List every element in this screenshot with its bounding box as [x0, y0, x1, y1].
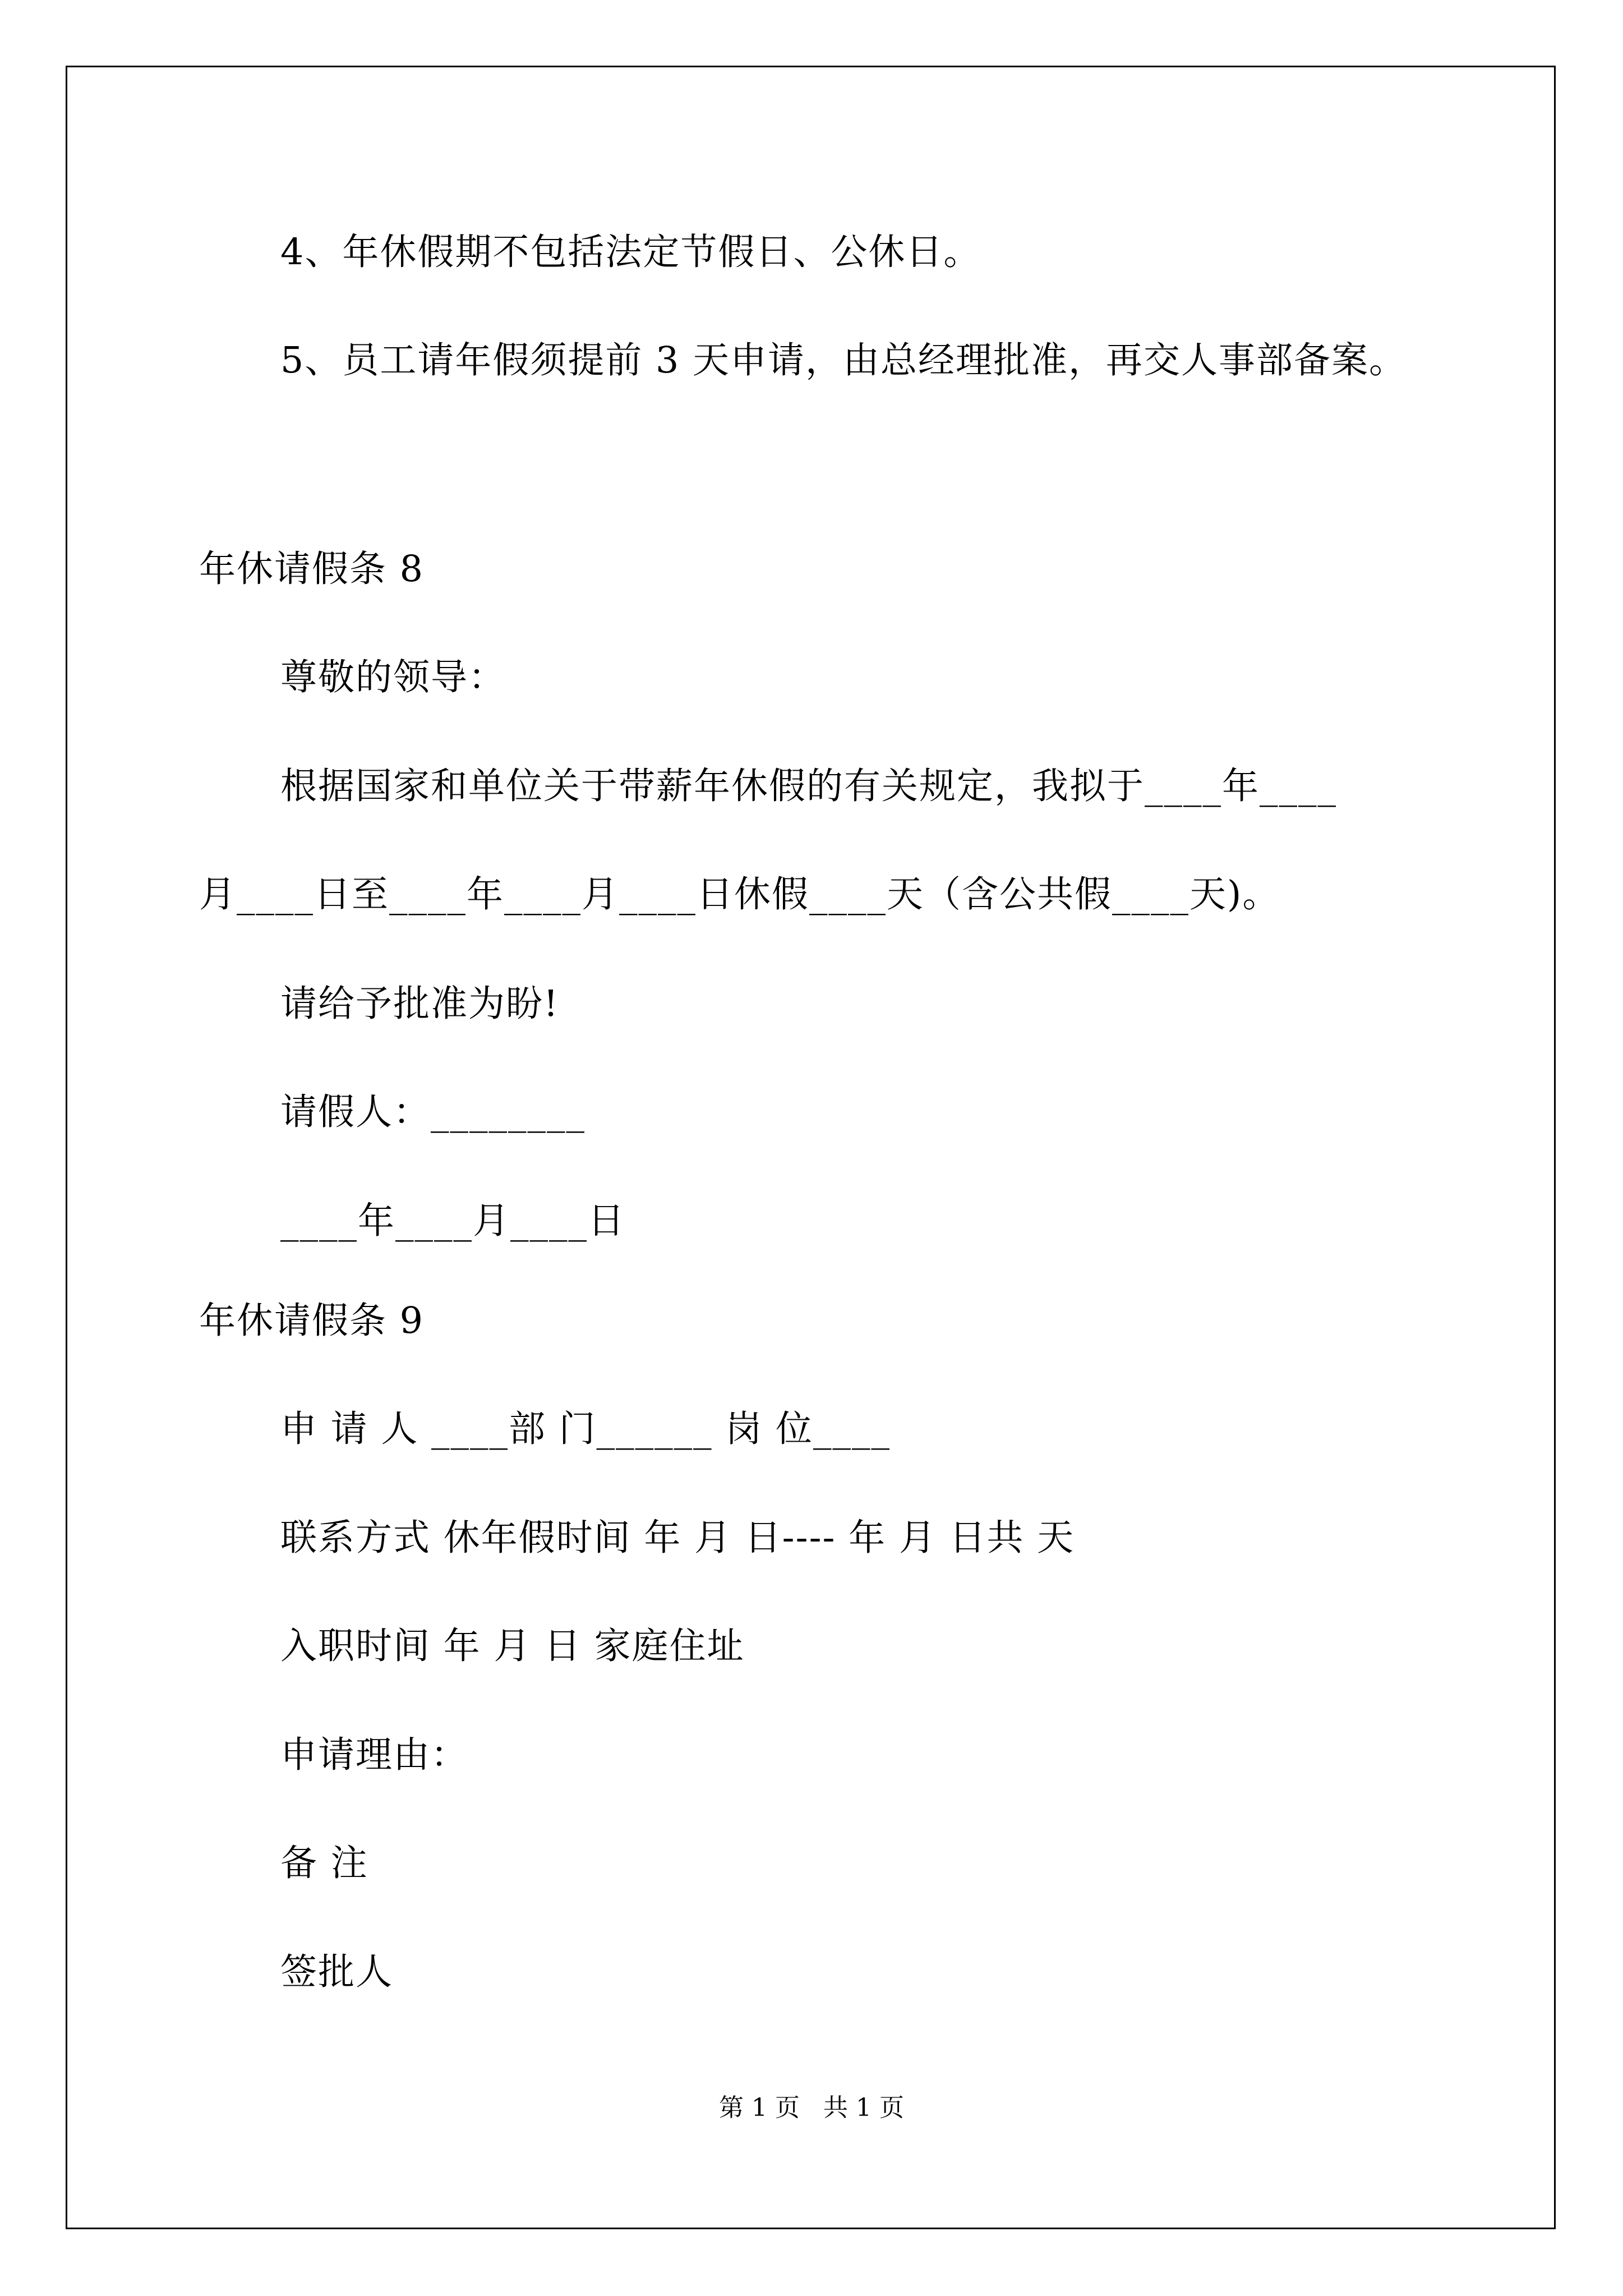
form-row-hire-date-address: 入职时间 年 月 日 家庭住址 [280, 1625, 745, 1667]
form-row-remarks: 备 注 [280, 1842, 368, 1884]
applicant-signature-line: 请假人：________ [280, 1091, 586, 1133]
page-footer: 第 1 页 共 1 页 [719, 2093, 904, 2122]
form-row-reason: 申请理由： [280, 1734, 469, 1776]
form-row-contact-leave-period: 联系方式 休年假时间 年 月 日---- 年 月 日共 天 [280, 1517, 1075, 1559]
salutation: 尊敬的领导： [280, 656, 506, 698]
policy-item-5: 5、员工请年假须提前 3 天申请，由总经理批准，再交人事部备案。 [280, 339, 1407, 381]
section-heading-8: 年休请假条 8 [199, 548, 425, 590]
request-closing: 请给予批准为盼! [280, 983, 560, 1025]
section-heading-9: 年休请假条 9 [199, 1300, 425, 1342]
date-line: ____年____月____日 [280, 1200, 626, 1242]
form-row-approver: 签批人 [280, 1951, 394, 1993]
body-paragraph-line-1: 根据国家和单位关于带薪年休假的有关规定，我拟于____年____ [280, 765, 1338, 807]
page-border [66, 66, 1556, 2229]
form-row-applicant: 申 请 人 ____部 门______ 岗 位____ [280, 1408, 891, 1450]
body-paragraph-line-2: 月____日至____年____月____日休假____天（含公共假____天)。 [199, 873, 1280, 915]
policy-item-4: 4、年休假期不包括法定节假日、公休日。 [280, 231, 981, 273]
